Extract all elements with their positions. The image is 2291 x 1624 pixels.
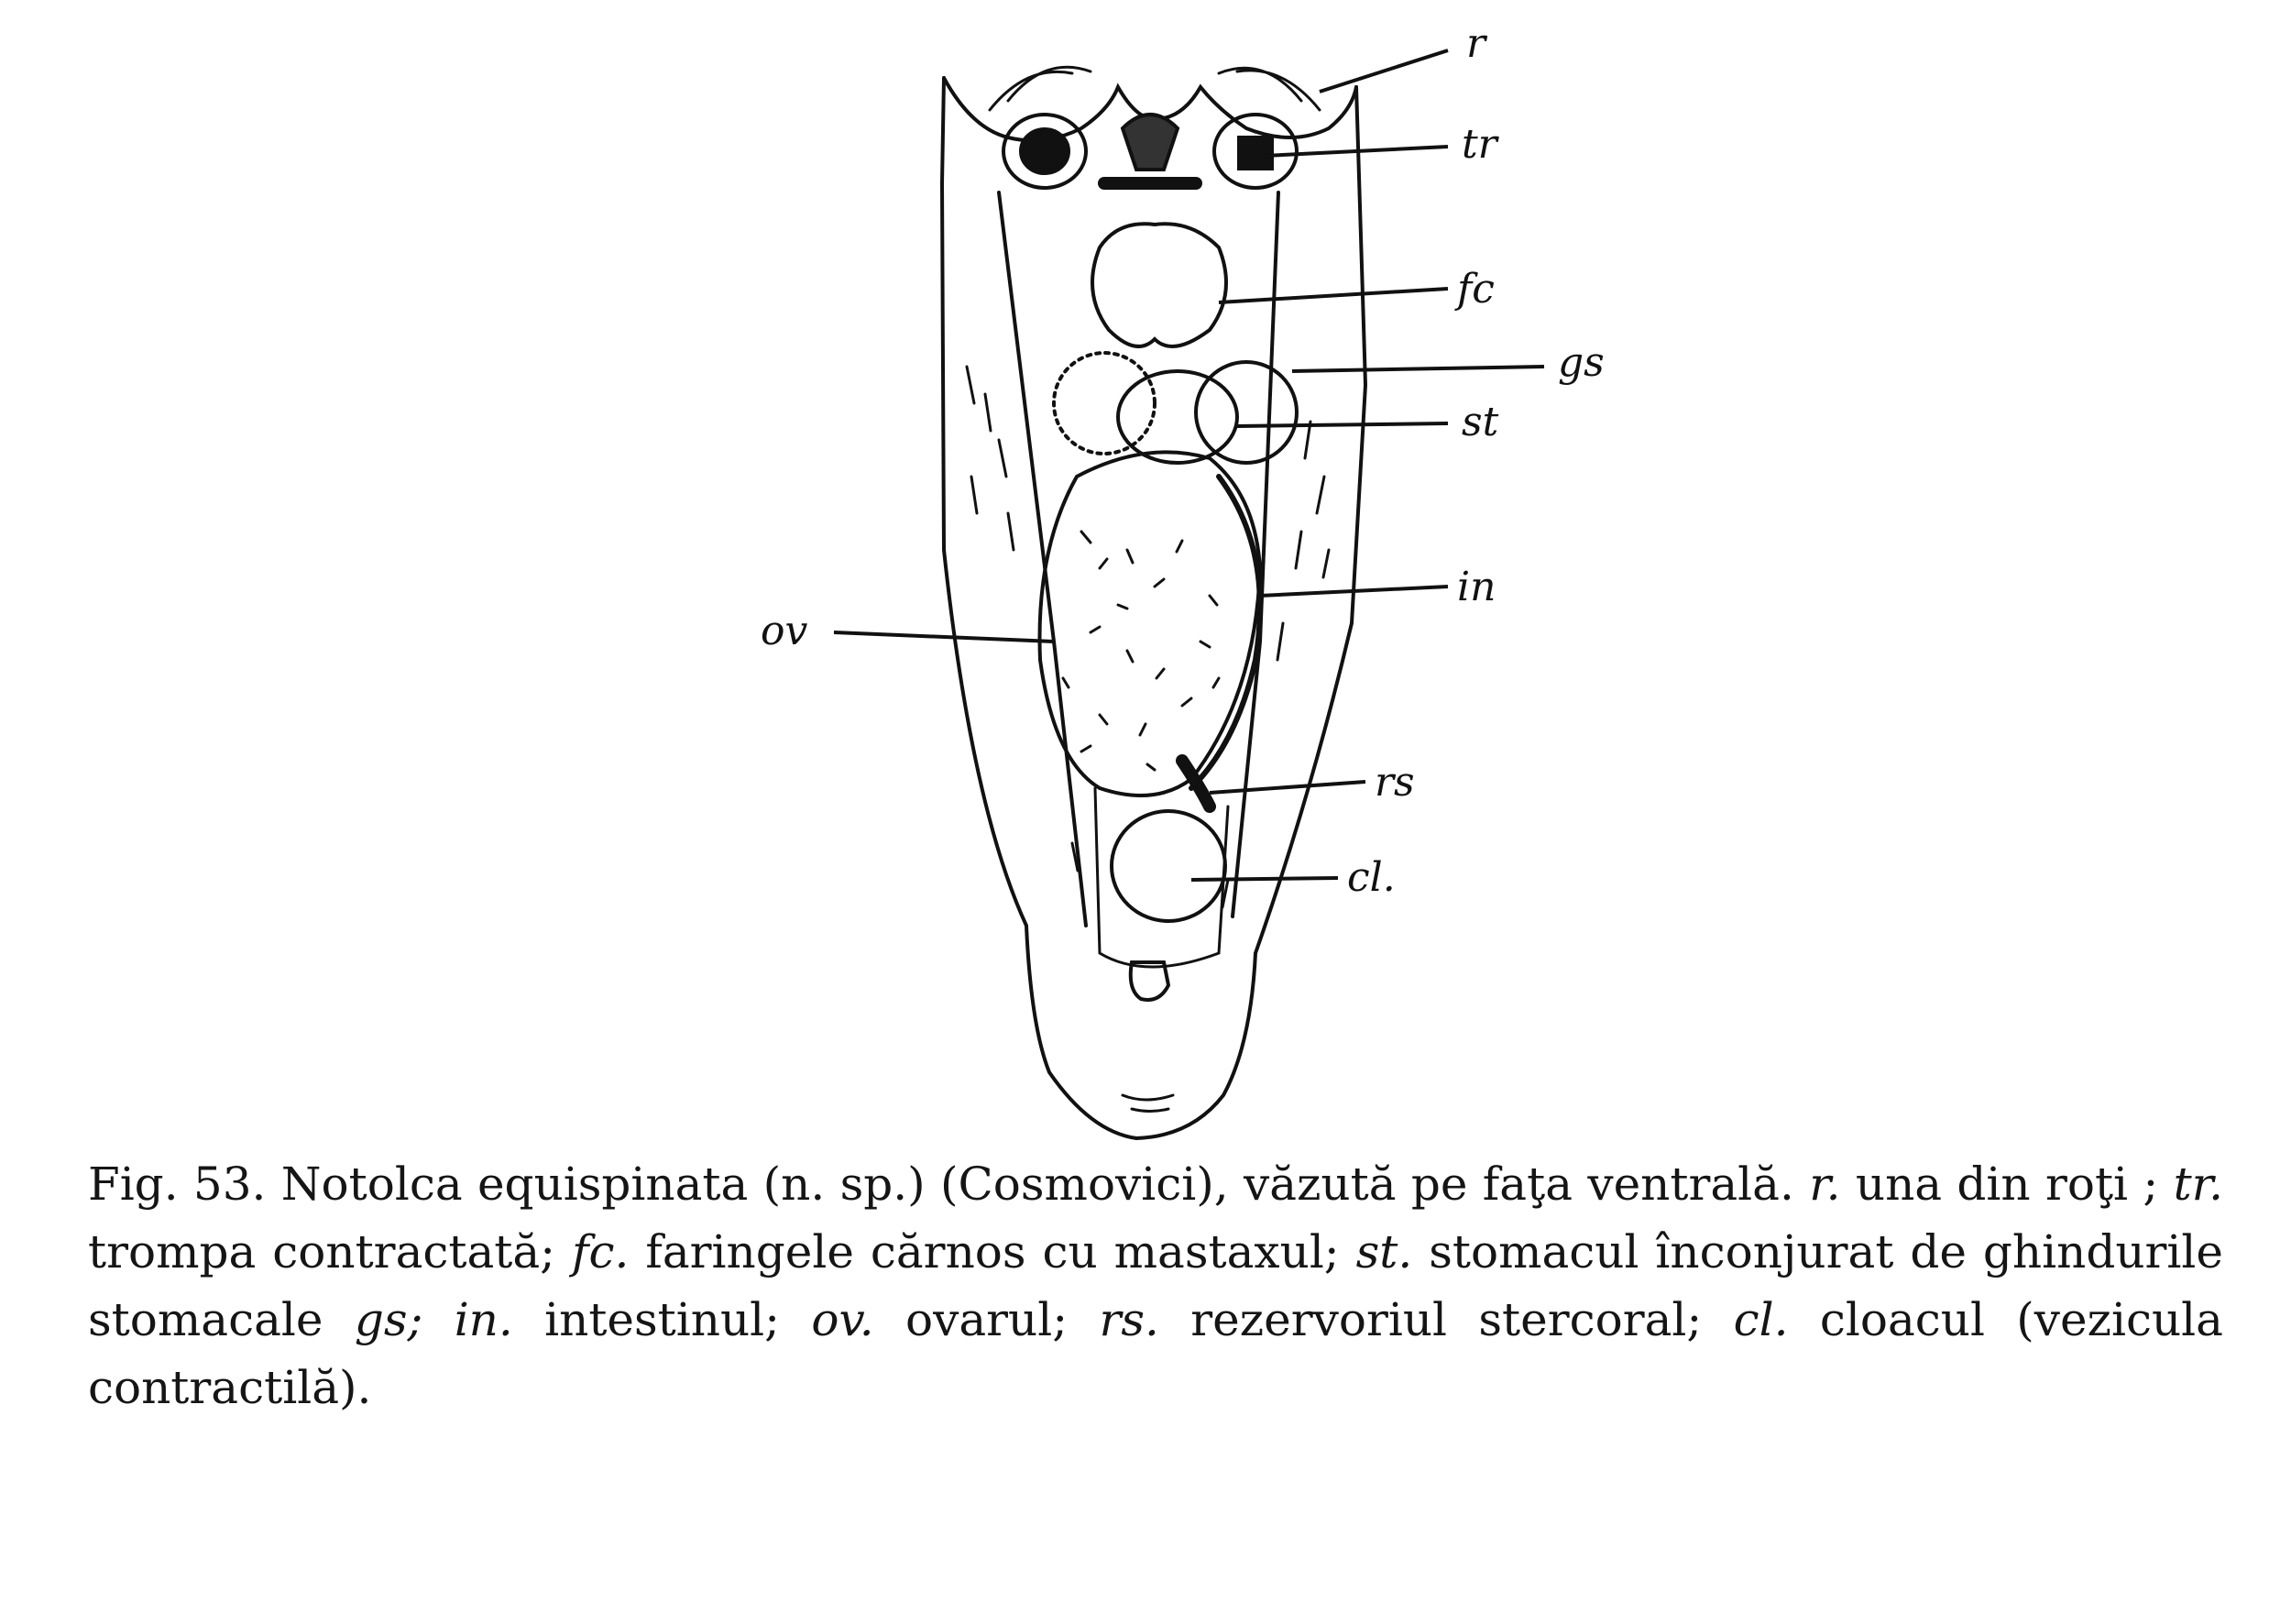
caption-abbr-ov: ov. [811, 1293, 874, 1346]
caption-abbr-rs: rs. [1099, 1293, 1159, 1346]
caption-fig-number: Fig. 53. [88, 1158, 267, 1211]
label-in: in [1457, 564, 1496, 610]
trompa [1123, 115, 1178, 170]
caption-abbr-tr: tr. [2173, 1158, 2223, 1211]
caption-abbr-cl: cl. [1733, 1293, 1789, 1346]
leader-rs [1210, 782, 1365, 793]
label-cl: cl. [1347, 854, 1396, 901]
caption-text-st: stomacul înconjurat de ghindurile stomacale [88, 1225, 2223, 1346]
leader-tr [1265, 147, 1448, 156]
caption-text-r: una din roţi ; [1855, 1158, 2159, 1211]
contractile-vesicle [1112, 811, 1225, 921]
label-ov: ov [761, 608, 808, 654]
leader-r [1320, 50, 1448, 92]
label-rs: rs [1375, 759, 1415, 806]
leader-fc [1219, 289, 1448, 302]
label-st: st [1462, 399, 1499, 445]
caption-abbr-st: st. [1355, 1225, 1413, 1278]
caption-text-ov: ovarul; [905, 1293, 1069, 1346]
caption-abbr-gs: gs; [354, 1293, 423, 1346]
figure-caption [88, 1150, 2223, 1421]
caption-text-rs: rezervoriul stercoral; [1190, 1293, 1703, 1346]
leader-ov [834, 632, 1054, 642]
caption-text-cl: cloacul (vezicula contractilă). [88, 1293, 2223, 1414]
pharynx [1092, 224, 1226, 346]
caption-abbr-in: in. [454, 1293, 513, 1346]
label-gs: gs [1558, 339, 1605, 386]
leader-gs [1292, 367, 1544, 371]
caption-title: Notolca equispinata (n. sp.) (Cosmovici), văzută pe faţa ventrală. [280, 1158, 1794, 1211]
stomach-gland [1054, 353, 1155, 454]
caption-abbr-r: r. [1809, 1158, 1841, 1211]
lorica-inner-line [999, 192, 1086, 926]
stomach [1118, 371, 1237, 463]
caption-abbr-fc: fc. [571, 1225, 630, 1278]
caption-text-tr: trompa contractată; [88, 1225, 556, 1278]
caption-text-in: intestinul; [544, 1293, 780, 1346]
leader-cl [1191, 878, 1338, 880]
label-tr: tr [1462, 121, 1497, 168]
label-fc: fc [1457, 266, 1495, 313]
caption-text-fc: faringele cărnos cu mastaxul; [645, 1225, 1340, 1278]
label-r: r [1466, 20, 1486, 67]
